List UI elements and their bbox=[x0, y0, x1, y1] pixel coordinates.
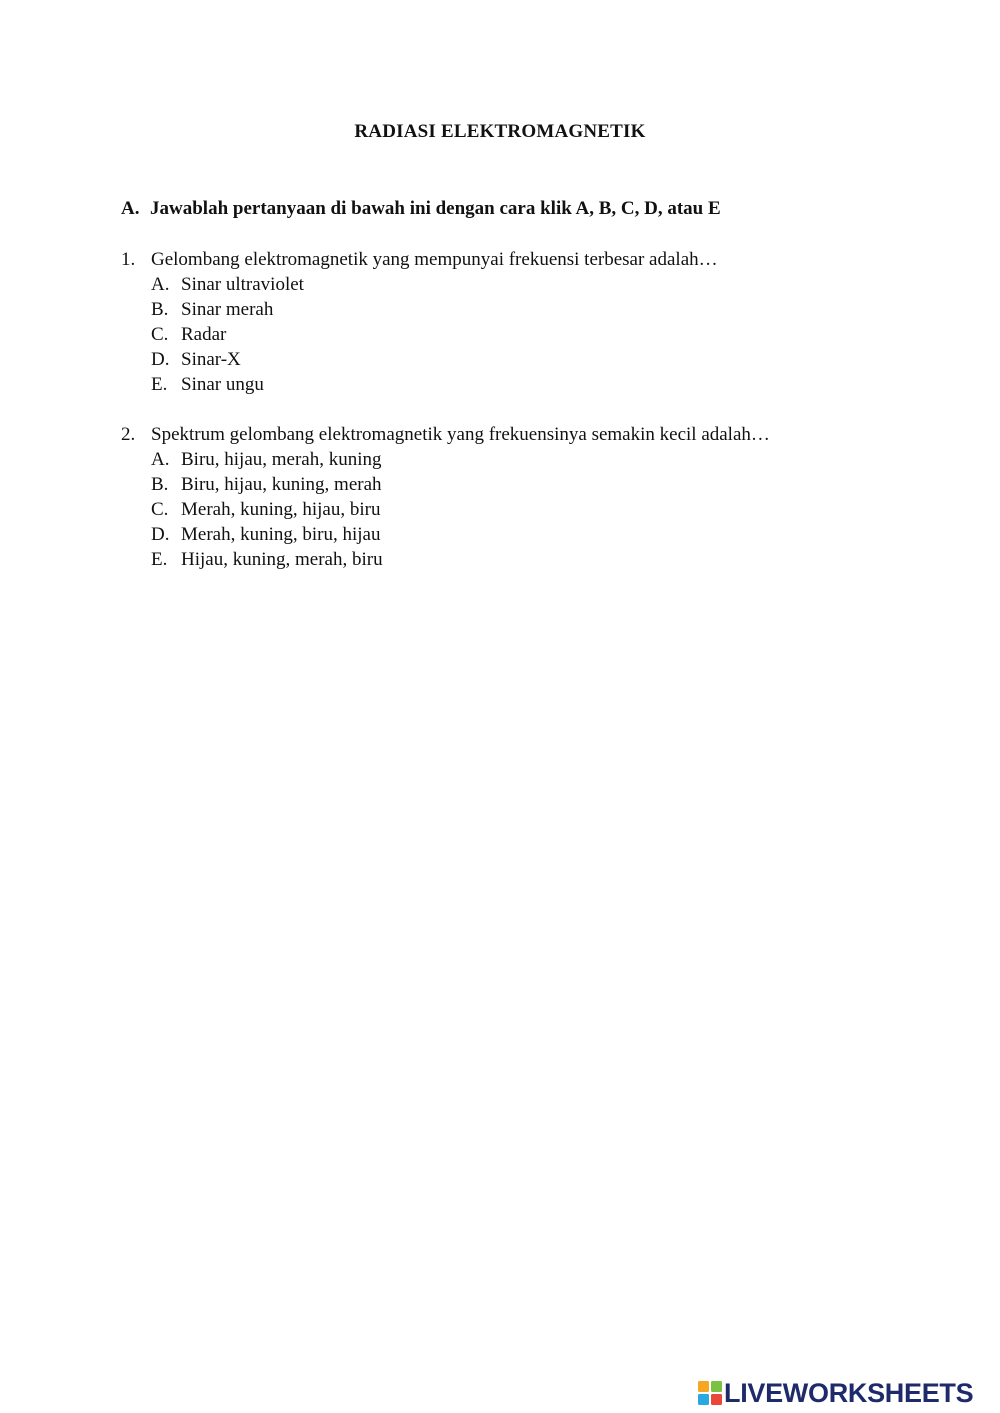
section-letter: A. bbox=[121, 198, 140, 219]
option-letter: D. bbox=[151, 524, 170, 545]
question-number: 2. bbox=[121, 424, 136, 445]
question-stem bbox=[121, 247, 718, 272]
answer-option-a[interactable] bbox=[121, 272, 718, 297]
section-instruction-text: Jawablah pertanyaan di bawah ini dengan cara klik A, B, C, D, atau E bbox=[150, 198, 721, 219]
option-letter: A. bbox=[151, 449, 170, 470]
question-2 bbox=[121, 422, 770, 572]
answer-option-c[interactable] bbox=[121, 322, 718, 347]
question-text: Spektrum gelombang elektromagnetik yang frekuensinya semakin kecil adalah… bbox=[151, 424, 770, 445]
option-letter: C. bbox=[151, 499, 169, 520]
option-text: Merah, kuning, hijau, biru bbox=[181, 499, 381, 520]
option-text: Sinar ultraviolet bbox=[181, 274, 304, 295]
liveworksheets-logo-text: LIVEWORKSHEETS bbox=[724, 1378, 974, 1408]
option-letter: A. bbox=[151, 274, 170, 295]
option-letter: B. bbox=[151, 474, 169, 495]
option-letter: E. bbox=[151, 549, 168, 570]
option-letter: C. bbox=[151, 324, 169, 345]
page-title: RADIASI ELEKTROMAGNETIK bbox=[354, 121, 646, 142]
answer-option-a[interactable] bbox=[121, 447, 770, 472]
answer-option-d[interactable] bbox=[121, 522, 770, 547]
option-text: Sinar-X bbox=[181, 349, 241, 370]
answer-option-b[interactable] bbox=[121, 472, 770, 497]
answer-option-b[interactable] bbox=[121, 297, 718, 322]
answer-option-e[interactable] bbox=[121, 547, 770, 572]
question-stem bbox=[121, 422, 770, 447]
answer-option-e[interactable] bbox=[121, 372, 718, 397]
question-number: 1. bbox=[121, 249, 136, 270]
liveworksheets-logo bbox=[697, 1378, 973, 1408]
answer-option-d[interactable] bbox=[121, 347, 718, 372]
answer-option-c[interactable] bbox=[121, 497, 770, 522]
option-text: Sinar ungu bbox=[181, 374, 264, 395]
option-letter: B. bbox=[151, 299, 169, 320]
question-1 bbox=[121, 247, 718, 397]
option-text: Radar bbox=[181, 324, 227, 345]
option-text: Hijau, kuning, merah, biru bbox=[181, 549, 383, 570]
liveworksheets-logo-icon bbox=[697, 1380, 723, 1406]
option-text: Biru, hijau, merah, kuning bbox=[181, 449, 382, 470]
option-text: Biru, hijau, kuning, merah bbox=[181, 474, 382, 495]
option-letter: E. bbox=[151, 374, 168, 395]
question-text: Gelombang elektromagnetik yang mempunyai frekuensi terbesar adalah… bbox=[151, 249, 718, 270]
option-letter: D. bbox=[151, 349, 170, 370]
option-text: Sinar merah bbox=[181, 299, 274, 320]
section-instruction bbox=[121, 198, 721, 220]
option-text: Merah, kuning, biru, hijau bbox=[181, 524, 381, 545]
